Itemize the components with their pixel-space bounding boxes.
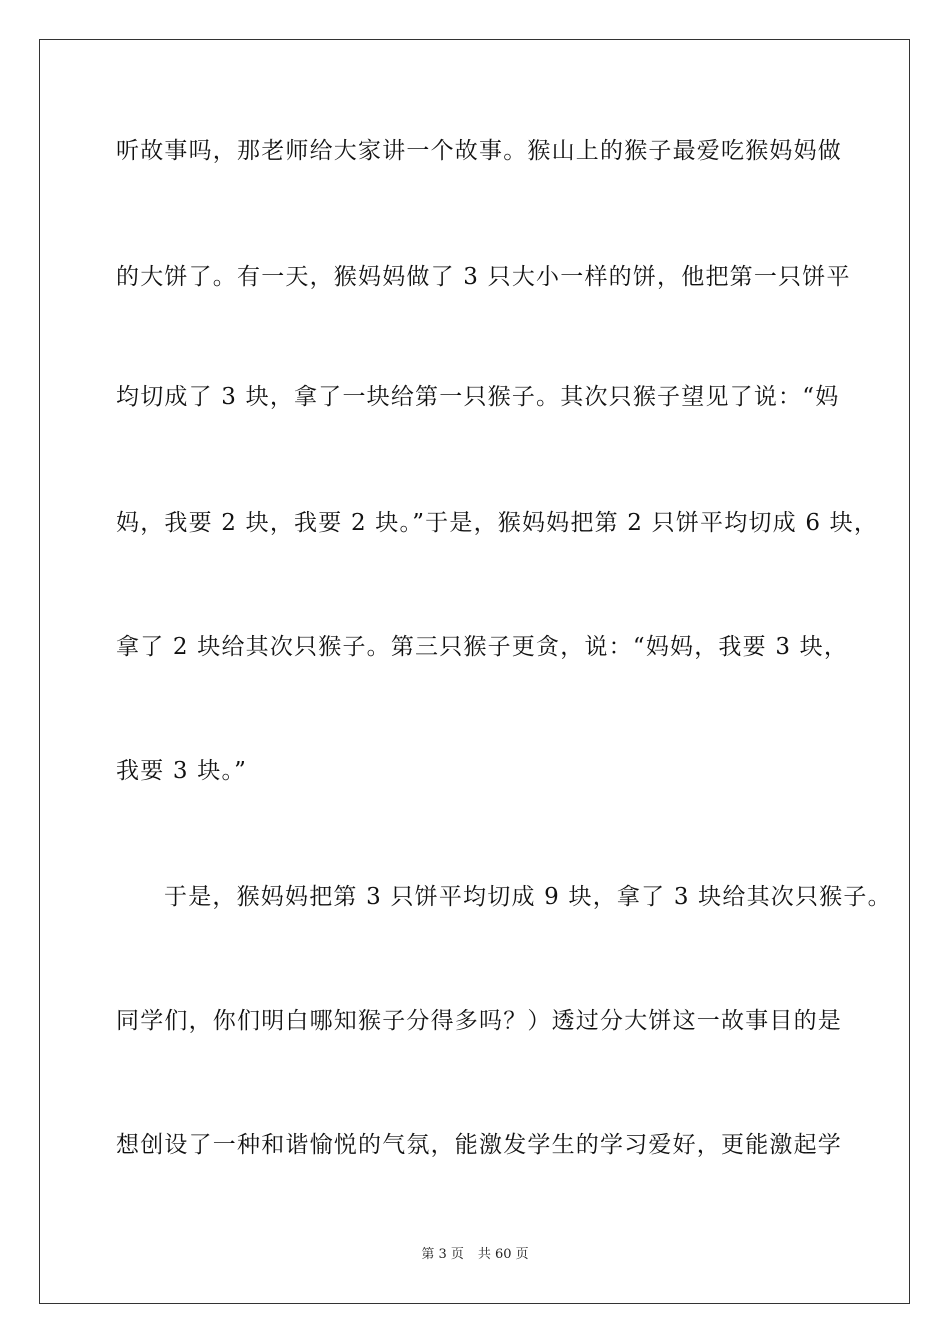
body-text-line-3: 均切成了 3 块，拿了一块给第一只猴子。其次只猴子望见了说：“妈 [116,384,840,410]
body-text-line-8: 同学们，你们明白哪知猴子分得多吗？）透过分大饼这一故事目的是 [116,1008,842,1034]
page-border [39,39,910,1304]
body-text-line-1: 听故事吗，那老师给大家讲一个故事。猴山上的猴子最爱吃猴妈妈做 [116,138,842,164]
body-text-line-6: 我要 3 块。” [116,758,248,784]
body-text-line-4: 妈，我要 2 块，我要 2 块。”于是，猴妈妈把第 2 只饼平均切成 6 块， [116,510,879,536]
body-text-line-7: 于是，猴妈妈把第 3 只饼平均切成 9 块，拿了 3 块给其次只猴子。 [164,884,892,910]
body-text-line-2: 的大饼了。有一天，猴妈妈做了 3 只大小一样的饼，他把第一只饼平 [116,264,851,290]
page-number: 第 3 页 [421,1247,464,1262]
page-footer [0,1246,950,1264]
total-pages: 共 60 页 [477,1247,529,1262]
body-text-line-9: 想创设了一种和谐愉悦的气氛，能激发学生的学习爱好，更能激起学 [116,1132,842,1158]
body-text-line-5: 拿了 2 块给其次只猴子。第三只猴子更贪，说：“妈妈，我要 3 块， [116,634,849,660]
